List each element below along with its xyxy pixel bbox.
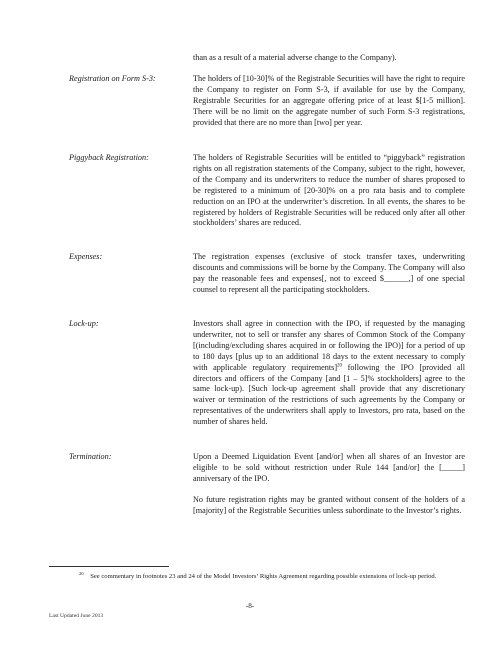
footnote-text: See commentary in footnotes 23 and 24 of the Model Investors’ Rights Agreement regarding possible extensions of lock-up period. [90, 573, 437, 580]
footnote-number: 20 [79, 570, 84, 576]
paragraph-form-s3: The holders of [10-30]% of the Registrable Securities will have the right to require the Company to register on Form S-3, if available for use by the Company, Registrable Securities for an aggregate offering price of at least $[1-5 million]. There will be no limit on the aggregate number of such Form S-3 registrations, provided that there are no more than [two] per year. [193, 74, 465, 127]
paragraph-expenses: The registration expenses (exclusive of stock transfer taxes, underwriting discounts and commissions will be borne by the Company. The Company will also pay the reasonable fees and expenses[, not to exceed $______,] of one special counsel to represent all the participating stockholders. [193, 252, 465, 294]
paragraph-piggyback: The holders of Registrable Securities will be entitled to “piggyback” registration rights on all registration statements of the Company, subject to the right, however, of the Company and its underwriters to reduce the number of shares proposed to be registered to a minimum of [20-30]% on a pro rata basis and to complete reduction on an IPO at the underwriter’s discretion. In all events, the shares to be registered by holders of Registrable Securities will be reduced only after all other stockholders’ shares are reduced. [193, 153, 465, 228]
term-piggyback: Piggyback Registration: [69, 153, 149, 162]
page-number: -8- [245, 602, 255, 610]
term-expenses: Expenses: [69, 252, 103, 261]
paragraph-lockup [193, 319, 465, 428]
term-termination: Termination: [69, 452, 112, 461]
continuation-paragraph: than as a result of a material adverse change to the Company). [193, 53, 397, 62]
lockup-text-part1: Investors shall agree in connection with the IPO, if requested by the managing underwriter, not to sell or transfer any shares of Common Stock of the Company [(including/excluding shares acquired in or following the IPO)] for a period of up to 180 days [plus up to an additional 18 days to the extent necessary to comply with applicable regulatory requirements] [193, 319, 465, 372]
footnote-divider [49, 566, 169, 567]
footnote [49, 570, 444, 582]
lockup-text-part2: following the IPO [provided all directors and officers of the Company [and [1 – 5]% stockholders] agree to the same lock-up). [Such lock-up agreement shall provide that any discretionary waiver or termination of the restrictions of such agreements by the Company or representatives of the underwriters shall apply to Investors, pro rata, based on the number of shares held. [193, 362, 465, 427]
paragraph-termination-1: Upon a Deemed Liquidation Event [and/or] when all shares of an Investor are eligible to be sold without restriction under Rule 144 [and/or] the [_____] anniversary of the IPO. [193, 452, 465, 483]
last-updated: Last Updated June 2013 [49, 613, 104, 619]
term-lockup: Lock-up: [69, 319, 99, 328]
paragraph-termination-2: No future registration rights may be granted without consent of the holders of a [majority] of the Registrable Securities unless subordinate to the Investor’s rights. [193, 495, 465, 515]
term-form-s3: Registration on Form S-3: [69, 74, 156, 83]
footnote-reference: 20 [337, 362, 343, 368]
